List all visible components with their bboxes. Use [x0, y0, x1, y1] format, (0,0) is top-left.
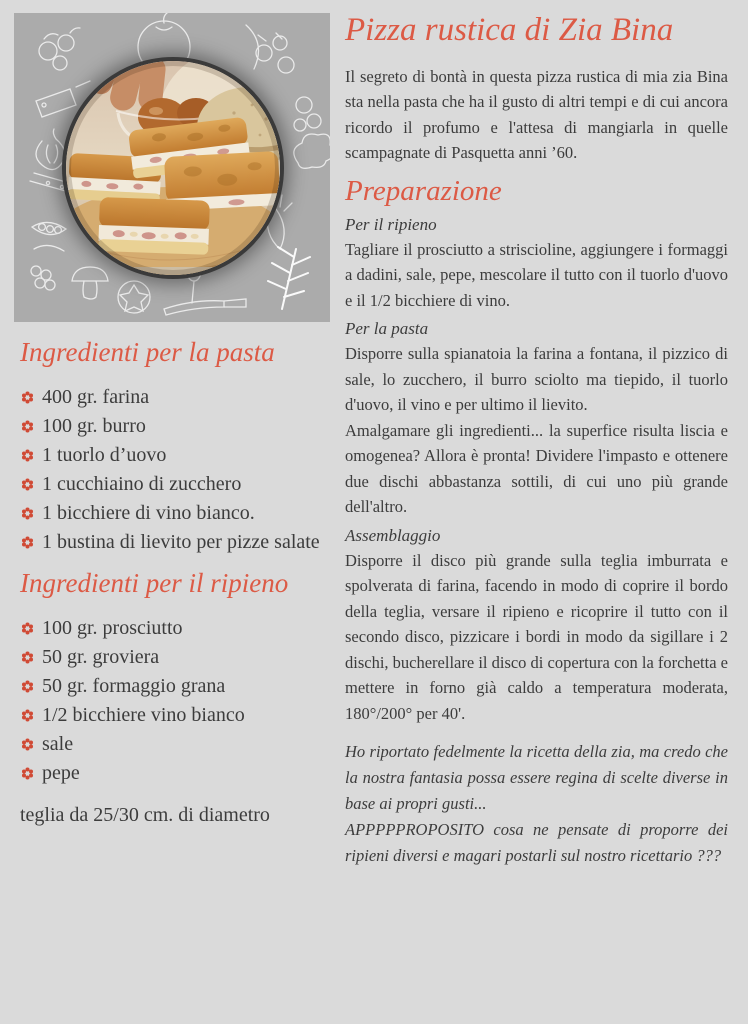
page-title: Pizza rustica di Zia Bina: [345, 12, 674, 48]
recipe-photo-art: [66, 61, 280, 275]
section-paragraph: Disporre il disco più grande sulla teglia imburrata e spolverata di farina, facendo in modo di coprire il bordo della teglia, versare il ripieno e ricoprire il tutto con il secondo disco, pizzicare i bordi in modo da sigillare i 2 dischi, bucherellare il disco di copertura con la forchetta e mettere in forno già caldo a temperatura moderata, 180°/200° per 40'.: [345, 550, 728, 723]
closing-paragraph: APPPPPROPOSITO cosa ne pensate di proporre dei ripieni diversi e magari postarli sul nostro ricettario ???: [345, 820, 728, 866]
ingredient-text: 400 gr. farina: [42, 385, 150, 408]
flower-bullet-icon: [21, 507, 34, 520]
ingredient-text: 1 tuorlo d’uovo: [42, 443, 167, 466]
section-paragraph: Tagliare il prosciutto a striscioline, aggiungere i formaggi a dadini, sale, pepe, mescolare il tutto con il tuorlo d'uovo e il 1/2 bicchiere di vino.: [345, 239, 728, 310]
flower-bullet-icon: [21, 536, 34, 549]
ingredient-item: [20, 383, 332, 412]
flower-bullet-icon: [21, 420, 34, 433]
ingredient-item: [20, 499, 332, 528]
flower-bullet-icon: [21, 478, 34, 491]
section-subtitle-assemblaggio: Assemblaggio: [345, 525, 441, 545]
flower-bullet-icon: [21, 767, 34, 780]
section-subtitle-pasta: Per la pasta: [345, 319, 429, 339]
ingredients-ripieno-title: Ingredienti per il ripieno: [20, 567, 289, 598]
ingredient-item: [20, 672, 332, 701]
ingredient-text: 50 gr. formaggio grana: [42, 674, 226, 697]
flower-bullet-icon: [21, 738, 34, 751]
ingredient-text: 50 gr. groviera: [42, 645, 160, 668]
ingredient-text: 100 gr. burro: [42, 414, 146, 437]
ingredient-text: 1 bustina di lievito per pizze salate: [42, 530, 320, 553]
flower-bullet-icon: [21, 622, 34, 635]
ingredient-text: 1 cucchiaino di zucchero: [42, 472, 242, 495]
ingredient-text: 1/2 bicchiere vino bianco: [42, 703, 245, 726]
flower-bullet-icon: [21, 449, 34, 462]
ingredient-item: [20, 412, 332, 441]
preparation-title: Preparazione: [345, 174, 502, 207]
flower-bullet-icon: [21, 709, 34, 722]
ingredient-text: pepe: [42, 761, 80, 784]
ingredient-item: [20, 730, 332, 759]
ingredient-item: [20, 759, 332, 788]
ingredient-item: [20, 441, 332, 470]
closing-note: [345, 739, 728, 869]
ingredients-pasta-title: Ingredienti per la pasta: [20, 337, 275, 367]
ingredient-item: [20, 701, 332, 730]
intro-paragraph: Il segreto di bontà in questa pizza rustica di mia zia Bina sta nella pasta che ha il gusto di altri tempi e di cui ancora ricordo il profumo e l'attesa di mangiarla in quelle scampagnate di Pasquetta anni ’60.: [345, 66, 728, 163]
recipe-photo: [66, 61, 280, 275]
ingredient-item: [20, 643, 332, 672]
section-subtitle-ripieno: Per il ripieno: [345, 214, 437, 234]
flower-bullet-icon: [21, 391, 34, 404]
ingredient-item: [20, 528, 332, 557]
recipe-text-column: [345, 12, 728, 869]
ingredient-text: 100 gr. prosciutto: [42, 616, 183, 639]
flower-bullet-icon: [21, 651, 34, 664]
section-paragraph: Disporre sulla spianatoia la farina a fontana, il pizzico di sale, lo zucchero, il burro sciolto ma tiepido, il tuorlo d'uovo, il vino e per ultimo il lievito.: [345, 344, 728, 415]
flower-bullet-icon: [21, 680, 34, 693]
ingredients-pasta-list: [20, 383, 332, 557]
ingredients-ripieno-list: [20, 614, 332, 788]
closing-paragraph: Ho riportato fedelmente la ricetta della zia, ma credo che la nostra fantasia possa essere regina di scelte diverse in base ai propri gusti...: [345, 742, 728, 814]
ingredients-column: [20, 336, 332, 828]
ingredient-item: [20, 470, 332, 499]
section-paragraph: Amalgamare gli ingredienti... la superfice risulta liscia e omogenea? Allora è pronta! Dividere l'impasto e ottenere due dischi abbastanza sottili, di cui uno più grande dell'altro.: [345, 420, 728, 517]
ingredient-text: sale: [42, 732, 74, 755]
ingredient-item: [20, 614, 332, 643]
ingredient-text: 1 bicchiere di vino bianco.: [42, 501, 255, 524]
food-doodles-panel: [14, 13, 330, 322]
pan-size-note: teglia da 25/30 cm. di diametro: [20, 803, 270, 826]
